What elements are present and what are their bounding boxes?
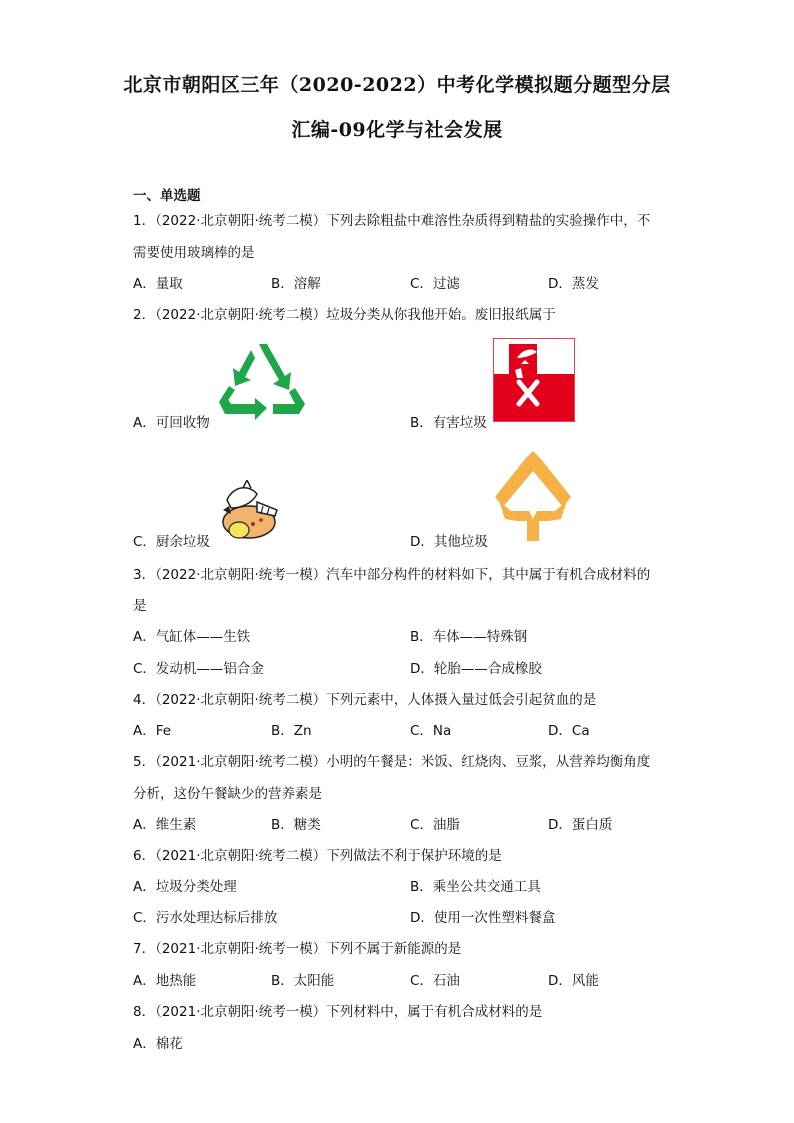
question-8-line-1: 8．（2021·北京朝阳·统考一模）下列材料中，属于有机合成材料的是 [133,1004,543,1020]
question-5-option-a: A．维生素 [133,817,197,833]
question-1-line-1: 1．（2022·北京朝阳·统考二模）下列去除粗盐中难溶性杂质得到精盐的实验操作中，不 [133,213,651,229]
question-7-line-1: 7．（2021·北京朝阳·统考一模）下列不属于新能源的是 [133,941,462,957]
question-7-option-a: A．地热能 [133,973,197,989]
question-1-option-d: D．蒸发 [548,276,599,292]
question-7-option-c: C．石油 [410,973,460,989]
question-5-line-1: 5．（2021·北京朝阳·统考二模）小明的午餐是：米饭、红烧肉、豆浆，从营养均衡角度 [133,754,651,770]
section-heading: 一、单选题 [133,188,201,204]
question-2-line-1: 2．（2022·北京朝阳·统考二模）垃圾分类从你我他开始。废旧报纸属于 [133,307,556,323]
kitchen-waste-icon [213,480,281,544]
question-1-line-2: 需要使用玻璃棒的是 [133,245,255,261]
recyclable-icon [215,342,307,422]
question-2-option-c: C．厨余垃圾 [133,534,210,550]
question-4-option-a: A．Fe [133,723,172,739]
question-5-option-d: D．蛋白质 [548,817,613,833]
question-2-option-b: B．有害垃圾 [410,415,487,431]
question-3-option-d: D．轮胎——合成橡胶 [410,661,542,677]
document-title-line-1: 北京市朝阳区三年（2020-2022）中考化学模拟题分题型分层 [123,74,671,96]
question-6-option-d: D．使用一次性塑料餐盒 [410,910,556,926]
document-title-line-2: 汇编-09化学与社会发展 [291,119,503,141]
question-6-option-a: A．垃圾分类处理 [133,879,237,895]
other-waste-icon [491,449,575,545]
question-3-option-a: A．气缸体——生铁 [133,629,251,645]
question-5-option-b: B．糖类 [271,817,321,833]
question-5-option-c: C．油脂 [410,817,460,833]
question-4-option-d: D．Ca [548,723,590,739]
question-6-line-1: 6．（2021·北京朝阳·统考二模）下列做法不利于保护环境的是 [133,848,502,864]
question-7-option-b: B．太阳能 [271,973,335,989]
question-4-line-1: 4．（2022·北京朝阳·统考二模）下列元素中，人体摄入量过低会引起贫血的是 [133,692,597,708]
question-1-option-b: B．溶解 [271,276,321,292]
question-1-option-c: C．过滤 [410,276,460,292]
question-7-option-d: D．风能 [548,973,599,989]
question-3-option-c: C．发动机——铝合金 [133,661,264,677]
question-2-option-d: D．其他垃圾 [410,534,488,550]
question-5-line-2: 分析，这份午餐缺少的营养素是 [133,786,322,802]
question-3-option-b: B．车体——特殊钢 [410,629,528,645]
question-3-line-1: 3．（2022·北京朝阳·统考一模）汽车中部分构件的材料如下，其中属于有机合成材料的 [133,567,651,583]
question-2-option-a: A．可回收物 [133,415,210,431]
hazardous-waste-icon [493,338,575,422]
question-6-option-b: B．乘坐公共交通工具 [410,879,541,895]
question-4-option-b: B．Zn [271,723,312,739]
question-3-line-2: 是 [133,598,147,614]
question-1-option-a: A．量取 [133,276,183,292]
question-6-option-c: C．污水处理达标后排放 [133,910,278,926]
question-4-option-c: C．Na [410,723,452,739]
question-8-option-a: A．棉花 [133,1036,183,1052]
